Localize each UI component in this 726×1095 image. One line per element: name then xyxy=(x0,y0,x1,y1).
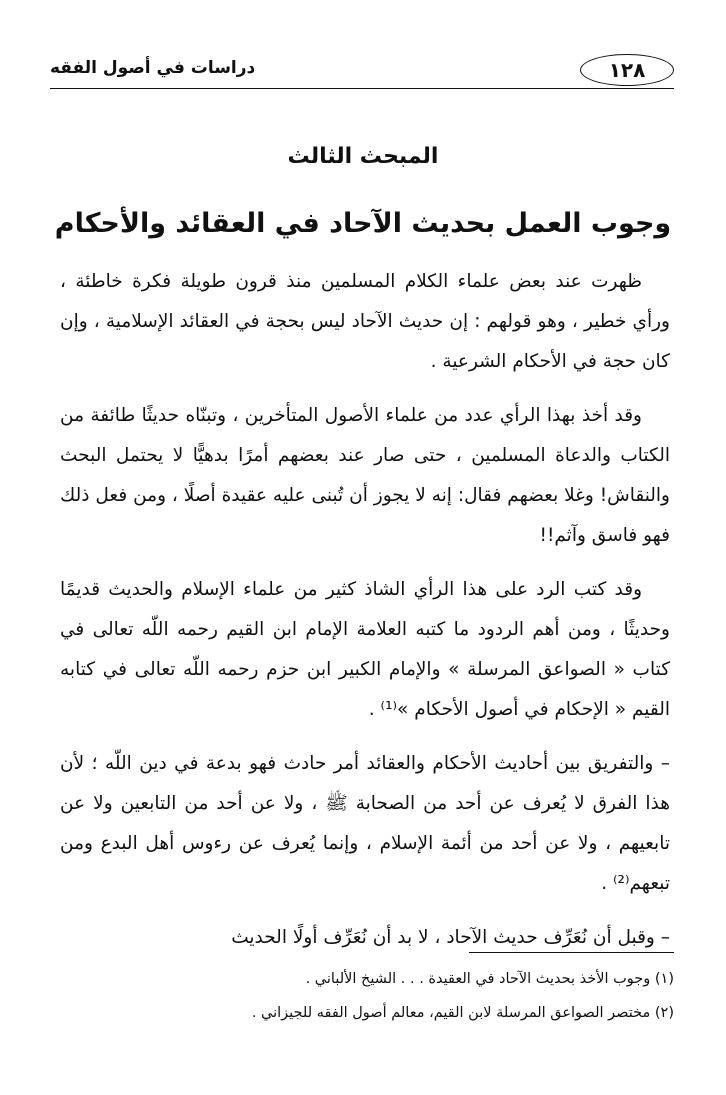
paragraph: – وقبل أن نُعَرِّف حديث الآحاد ، لا بد أن نُعَرِّف أولًا الحديث xyxy=(231,927,670,948)
page-number: ١٢٨ xyxy=(580,54,674,86)
paragraph: وقد أخذ بهذا الرأي عدد من علماء الأصول المتأخرين ، وتبنّاه حديثًا طائفة من الكتاب والدعاة المسلمين ، حتى صار عند بعضهم أمرًا بدهيًّا لا يحتمل البحث والنقاش! وغلا بعضهم فقال: إنه لا يجوز أن تُبنى عليه عقيدة أصلًا ، ومن فعل ذلك فهو فاسق وآثم!! xyxy=(60,405,670,546)
header-rule xyxy=(50,88,674,89)
body-text xyxy=(60,262,670,972)
section-label: المبحث الثالث xyxy=(287,144,439,169)
running-title: دراسات في أصول الفقه xyxy=(50,58,256,78)
footnote: (٢) مختصر الصواعق المرسلة لابن القيم، معالم أصول الفقه للجيزاني . xyxy=(251,1005,674,1021)
running-header xyxy=(50,52,674,92)
footnote: (١) وجوب الأخذ بحديث الآحاد في العقيدة . . . الشيخ الألباني . xyxy=(305,971,674,987)
section-title: وجوب العمل بحديث الآحاد في العقائد والأحكام xyxy=(54,208,672,239)
paragraph: ظهرت عند بعض علماء الكلام المسلمين منذ قرون طويلة فكرة خاطئة ، ورأي خطير ، وهو قولهم : إن حديث الآحاد ليس بحجة في العقائد الإسلامية ، وإن كان حجة في الأحكام الشرعية . xyxy=(60,271,670,372)
footnote-rule xyxy=(469,952,674,953)
paragraph: وقد كتب الرد على هذا الرأي الشاذ كثير من علماء الإسلام والحديث قديمًا وحديثًا ، ومن أهم الردود ما كتبه العلامة الإمام ابن القيم رحمه اللّه تعالى في كتاب « الصواعق المرسلة » والإمام الكبير ابن حزم رحمه اللّه تعالى في كتابه القيم « الإحكام في أصول الأحكام »⁽¹⁾ . xyxy=(60,579,670,720)
paragraph: – والتفريق بين أحاديث الأحكام والعقائد أمر حادث فهو بدعة في دين اللّه ؛ لأن هذا الفرق لا يُعرف عن أحد من الصحابة ﷺ ، ولا عن أحد من التابعين ولا عن تابعيهم ، ولا عن أحد من أئمة الإسلام ، وإنما يُعرف عن رءوس أهل البدع ومن تبعهم⁽²⁾ . xyxy=(60,753,670,894)
footnotes xyxy=(60,962,674,1030)
